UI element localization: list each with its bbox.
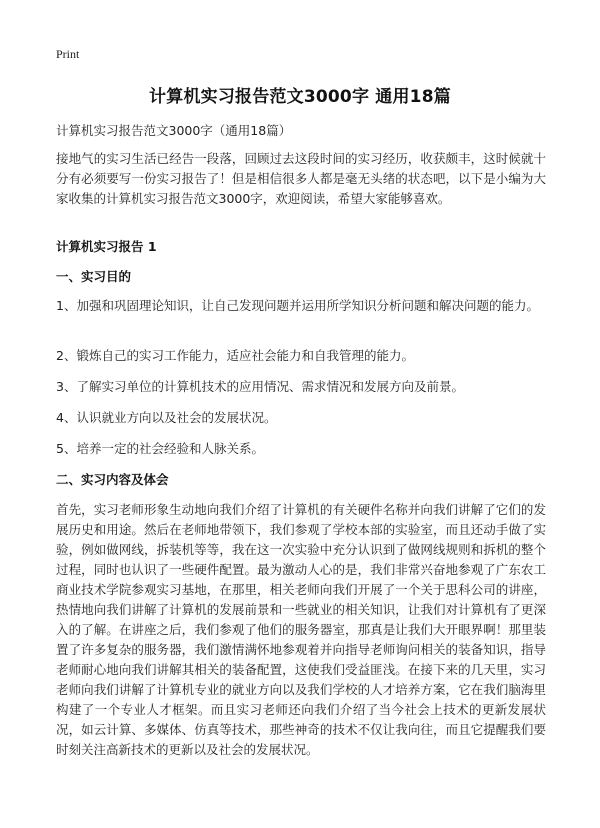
report-heading: 计算机实习报告 1	[56, 239, 157, 254]
purpose-item-1: 1、加强和巩固理论知识，让自己发现问题并运用所学知识分析问题和解决问题的能力。	[56, 298, 539, 313]
intro-paragraph: 接地气的实习生活已经告一段落，回顾过去这段时间的实习经历，收获颇丰，这时候就十分有必须要写一份实习报告了！但是相信很多人都是毫无头绪的状态吧，以下是小编为大家收集的计算机实习报告范文3000字，欢迎阅读，希望大家能够喜欢。	[56, 151, 546, 206]
document-subtitle: 计算机实习报告范文3000字（通用18篇）	[56, 123, 292, 138]
page-title: 计算机实习报告范文3000字 通用18篇	[149, 87, 451, 107]
purpose-item-4: 4、认识就业方向以及社会的发展状况。	[56, 410, 277, 425]
purpose-item-3: 3、了解实习单位的计算机技术的应用情况、需求情况和发展方向及前景。	[56, 379, 464, 394]
content-heading: 二、实习内容及体会	[56, 472, 169, 487]
print-label[interactable]: Print	[56, 47, 80, 61]
purpose-heading: 一、实习目的	[56, 269, 132, 284]
purpose-item-2: 2、锻炼自己的实习工作能力，适应社会能力和自我管理的能力。	[56, 348, 414, 363]
content-paragraph: 首先，实习老师形象生动地向我们介绍了计算机的有关硬件名称并向我们讲解了它们的发展历史和用途。然后在老师地带领下，我们参观了学校本部的实验室，而且还动手做了实验，例如做网线，拆装机等等，我在这一次实验中充分认识到了做网线规则和拆机的整个过程，同时也认识了一些硬件配置。最为激动人心的是，我们非常兴奋地参观了广东农工商业技术学院参观实习基地，在那里，相关老师向我们开展了一个关于思科公司的讲座，热情地向我们讲解了计算机的发展前景和一些就业的相关知识，让我们对计算机有了更深入的了解。在讲座之后，我们参观了他们的服务器室，那真是让我们大开眼界啊！那里装置了许多复杂的服务器，我们激情满怀地参观着并向指导老师询问相关的装备知识，指导老师耐心地向我们讲解其相关的装备配置，这使我们受益匪浅。在接下来的几天里，实习老师向我们讲解了计算机专业的就业方向以及我们学校的人才培养方案，它在我们脑海里构建了一个专业人才框架。而且实习老师还向我们介绍了当今社会上技术的更新发展状况，如云计算、多媒体、仿真等技术，那些神奇的技术不仅让我向往，而且它提醒我们要时刻关注高新技术的更新以及社会的发展状况。	[56, 502, 546, 757]
purpose-item-5: 5、培养一定的社会经验和人脉关系。	[56, 441, 264, 456]
